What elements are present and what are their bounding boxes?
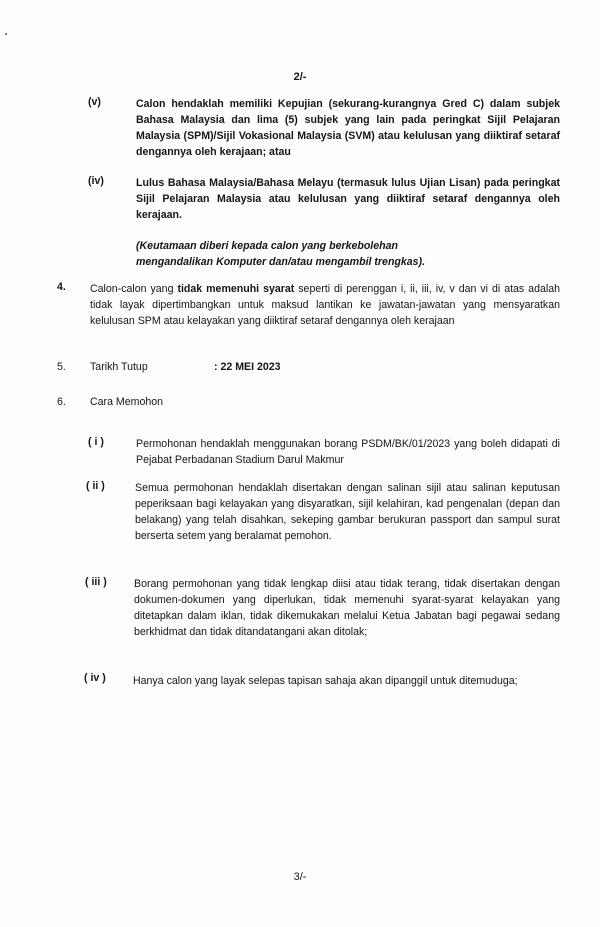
application-step-text: Hanya calon yang layak selepas tapisan sahaja akan dipanggil untuk ditemuduga; (133, 675, 518, 687)
section4-emphasis: tidak memenuhi syarat (177, 283, 295, 295)
requirement-label: (iv) (88, 175, 104, 187)
requirement-label: (v) (88, 96, 101, 108)
requirement-text: Lulus Bahasa Malaysia/Bahasa Melayu (termasuk lulus Ujian Lisan) pada peringkat Sijil Pelajaran Malaysia atau kelulusan yang diiktiraf setaraf dengannya oleh kerajaan. (136, 177, 560, 221)
section4-text-part: Calon-calon yang (90, 283, 178, 295)
application-step-text: Permohonan hendaklah menggunakan borang PSDM/BK/01/2023 yang boleh didapati di Pejabat Perbadanan Stadium Darul Makmur (136, 438, 560, 466)
section6-title: Cara Memohon (90, 396, 164, 408)
section4-text-part: seperti di perenggan i, ii, iii, iv, v dan vi di atas adalah tidak layak dipertimbangkan untuk maksud lantikan ke jawatan-jawatan yang mensyaratkan kelulusan SPM atau kelayakan yang diiktiraf setaraf dengannya oleh kerajaan (90, 283, 560, 327)
application-step-label: ( i ) (88, 436, 104, 448)
page-marker-top: 2/- (293, 71, 307, 83)
requirement-text: Calon hendaklah memiliki Kepujian (sekurang-kurangnya Gred C) dalam subjek Bahasa Malaysia dan lima (5) subjek yang lain pada peringkat Sijil Pelajaran Malaysia (SPM)/Sijil Vokasional Malaysia (SVM) atau kelulusan yang diiktiraf setaraf dengannya oleh kerajaan; atau (136, 98, 560, 158)
application-step-label: ( iii ) (85, 576, 107, 588)
closing-date-label: Tarikh Tutup (90, 361, 148, 373)
section4-text (90, 281, 560, 329)
application-step-label: ( ii ) (86, 480, 105, 492)
scan-speck (5, 33, 7, 35)
application-step-text: Semua permohonan hendaklah disertakan dengan salinan sijil atau salinan keputusan peperiksaan bagi kelayakan yang disyaratkan, sijil kelahiran, kad pengenalan (depan dan belakang) yang telah disahkan, sekeping gambar berukuran passport dan sampul surat berserta setem yang beralamat pemohon. (135, 482, 560, 542)
priority-note: (Keutamaan diberi kepada calon yang berkebolehan mengandalikan Komputer dan/atau mengambil trengkas). (136, 240, 426, 268)
page-marker-bottom: 3/- (293, 871, 307, 883)
closing-date-value: : 22 MEI 2023 (214, 361, 281, 373)
section-number: 5. (57, 361, 66, 373)
section-number: 6. (57, 396, 66, 408)
section-number: 4. (57, 281, 66, 293)
application-step-label: ( iv ) (84, 672, 106, 684)
application-step-text: Borang permohonan yang tidak lengkap diisi atau tidak terang, tidak disertakan dengan dokumen-dokumen yang diperlukan, tidak memenuhi syarat-syarat kelayakan yang ditetapkan dalam iklan, tidak dikemukakan melalui Ketua Jabatan bagi pegawai sedang berkhidmat dan tidak ditandatangani akan ditolak; (134, 578, 560, 638)
